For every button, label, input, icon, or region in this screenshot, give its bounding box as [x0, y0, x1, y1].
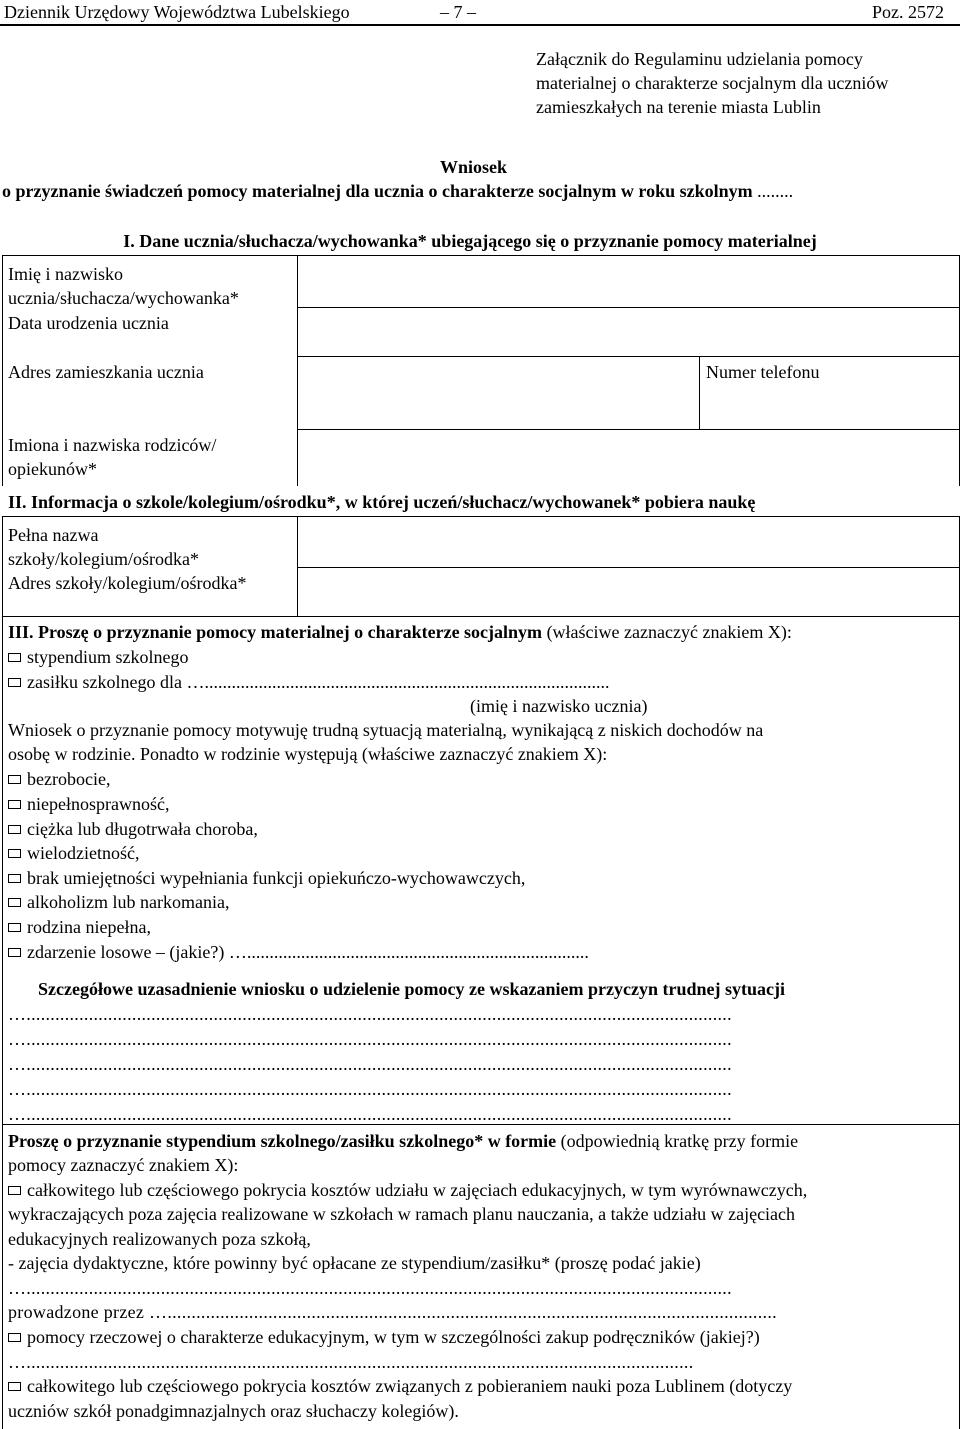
circumstance-item[interactable]: brak umiejętności wypełniania funkcji opiekuńczo-wychowawczych,: [8, 866, 525, 890]
page-number: – 7 –: [440, 2, 476, 22]
checkbox-icon[interactable]: [8, 1186, 21, 1195]
justification-line-2: osobę w rodzinie. Ponadto w rodzinie występują (właściwe zaznaczyć znakiem X):: [8, 744, 608, 764]
option-education-costs-3: edukacyjnych realizowanych poza szkołą,: [8, 1229, 311, 1249]
checkbox-icon[interactable]: [8, 948, 21, 957]
details-line[interactable]: …...................................................................................................................................................: [8, 1029, 732, 1049]
checkbox-icon[interactable]: [8, 849, 21, 858]
checkbox-icon[interactable]: [8, 898, 21, 907]
checkbox-icon[interactable]: [8, 800, 21, 809]
school-address-label: Adres szkoły/kolegium/ośrodka*: [8, 573, 247, 593]
details-line[interactable]: …...................................................................................................................................................: [8, 1079, 732, 1099]
student-name-hint: (imię i nazwisko ucznia): [470, 696, 648, 716]
form-request-heading-2: pomocy zaznaczyć znakiem X):: [8, 1155, 239, 1175]
student-name-label-2: uczniа/słuchacza/wychowanka*: [8, 288, 239, 308]
option-education-costs-2: wykraczających poza zajęcia realizowane w szkołach w ramach planu nauczania, a także udziału w zajęciach: [8, 1204, 796, 1224]
details-line[interactable]: …...................................................................................................................................................: [8, 1054, 732, 1074]
circumstance-item[interactable]: wielodzietność,: [8, 841, 139, 865]
checkbox-icon[interactable]: [8, 775, 21, 784]
circumstance-item[interactable]: zdarzenie losowe – (jakie?) …............................................................................: [8, 940, 589, 964]
option-travel-costs[interactable]: całkowitego lub częściowego pokrycia kosztów związanych z pobieraniem nauki poza Lublinem (dotyczy: [8, 1374, 792, 1398]
justification-line-1: Wniosek o przyznanie pomocy motywuję trudną sytuacją materialną, wynikającą z niskich dochodów na: [8, 720, 764, 740]
annex-line-2: materialnej o charakterze socjalnym dla uczniów: [536, 73, 889, 93]
form-request-heading: Proszę o przyznanie stypendium szkolnego/zasiłku szkolnego* w formie (odpowiednią kratkę przy formie: [8, 1131, 799, 1151]
option-allowance[interactable]: zasiłku szkolnego dla …..........................................................................................: [8, 670, 609, 694]
details-line[interactable]: …...................................................................................................................................................: [8, 1004, 732, 1024]
checkbox-icon[interactable]: [8, 923, 21, 932]
annex-line-1: Załącznik do Regulaminu udzielania pomocy: [536, 49, 863, 69]
parents-label-2: opiekunów*: [8, 459, 97, 479]
section-3-heading: III. Proszę o przyznanie pomocy materialnej o charakterze socjalnym (właściwe zaznaczyć znakiem X):: [8, 622, 792, 642]
school-name-label: Pełna nazwa: [8, 525, 99, 545]
circumstance-item[interactable]: bezrobocie,: [8, 767, 110, 791]
checkbox-icon[interactable]: [8, 825, 21, 834]
activities-line: - zajęcia dydaktyczne, które powinny być opłacane ze stypendium/zasiłku* (proszę podać jakie): [8, 1253, 701, 1273]
circumstance-item[interactable]: ciężka lub długotrwała choroba,: [8, 817, 258, 841]
option-travel-costs-2: uczniów szkół ponadgimnazjalnych oraz słuchaczy kolegiów).: [8, 1401, 459, 1421]
checkbox-icon[interactable]: [8, 1333, 21, 1342]
option-education-costs[interactable]: całkowitego lub częściowego pokrycia kosztów udziału w zajęciach edukacyjnych, w tym wyrównawczych,: [8, 1178, 807, 1202]
option-scholarship[interactable]: stypendium szkolnego: [8, 645, 188, 669]
header-rule: [0, 24, 960, 26]
annex-line-3: zamieszkałych na terenie miasta Lublin: [536, 97, 821, 117]
form-title: Wniosek: [440, 157, 508, 177]
details-heading: Szczegółowe uzasadnienie wniosku o udzielenie pomocy ze wskazaniem przyczyn trudnej sytuacji: [38, 979, 785, 999]
checkbox-icon[interactable]: [8, 874, 21, 883]
circumstance-item[interactable]: alkoholizm lub narkomania,: [8, 890, 229, 914]
circumstance-item[interactable]: niepełnosprawność,: [8, 792, 169, 816]
address-label: Adres zamieszkania ucznia: [8, 362, 204, 382]
student-name-label: Imię i nazwisko: [8, 264, 123, 284]
checkbox-icon[interactable]: [8, 1382, 21, 1391]
activities-field[interactable]: …...................................................................................................................................................: [8, 1278, 732, 1298]
material-aid-field[interactable]: …...........................................................................................................................................: [8, 1352, 694, 1372]
form-subtitle: o przyznanie świadczeń pomocy materialnej dla ucznia o charakterze socjalnym w roku szkolnym ........: [2, 181, 794, 201]
journal-name: Dziennik Urzędowy Województwa Lubelskiego: [4, 2, 350, 22]
school-name-label-2: szkoły/kolegium/ośrodka*: [8, 549, 199, 569]
checkbox-icon[interactable]: [8, 678, 21, 687]
birth-date-label: Data urodzenia ucznia: [8, 313, 169, 333]
phone-label: Numer telefonu: [706, 362, 820, 382]
option-material-aid[interactable]: pomocy rzeczowej o charakterze edukacyjnym, w tym w szczególności zakup podręczników (jakiej?): [8, 1325, 760, 1349]
section-2-heading: II. Informacja o szkole/kolegium/ośrodku*, w której uczeń/słuchacz/wychowanek* pobiera naukę: [8, 492, 756, 512]
position-number: Poz. 2572: [872, 2, 944, 22]
details-line[interactable]: …...................................................................................................................................................: [8, 1104, 732, 1124]
checkbox-icon[interactable]: [8, 653, 21, 662]
conducted-by-field[interactable]: prowadzone przez …...............................................................................................................................: [8, 1302, 777, 1322]
circumstance-item[interactable]: rodzina niepełna,: [8, 915, 151, 939]
section-1-heading: I. Dane ucznia/słuchacza/wychowanka* ubiegającego się o przyznanie pomocy materialnej: [123, 231, 817, 251]
parents-label: Imiona i nazwiska rodziców/: [8, 435, 217, 455]
